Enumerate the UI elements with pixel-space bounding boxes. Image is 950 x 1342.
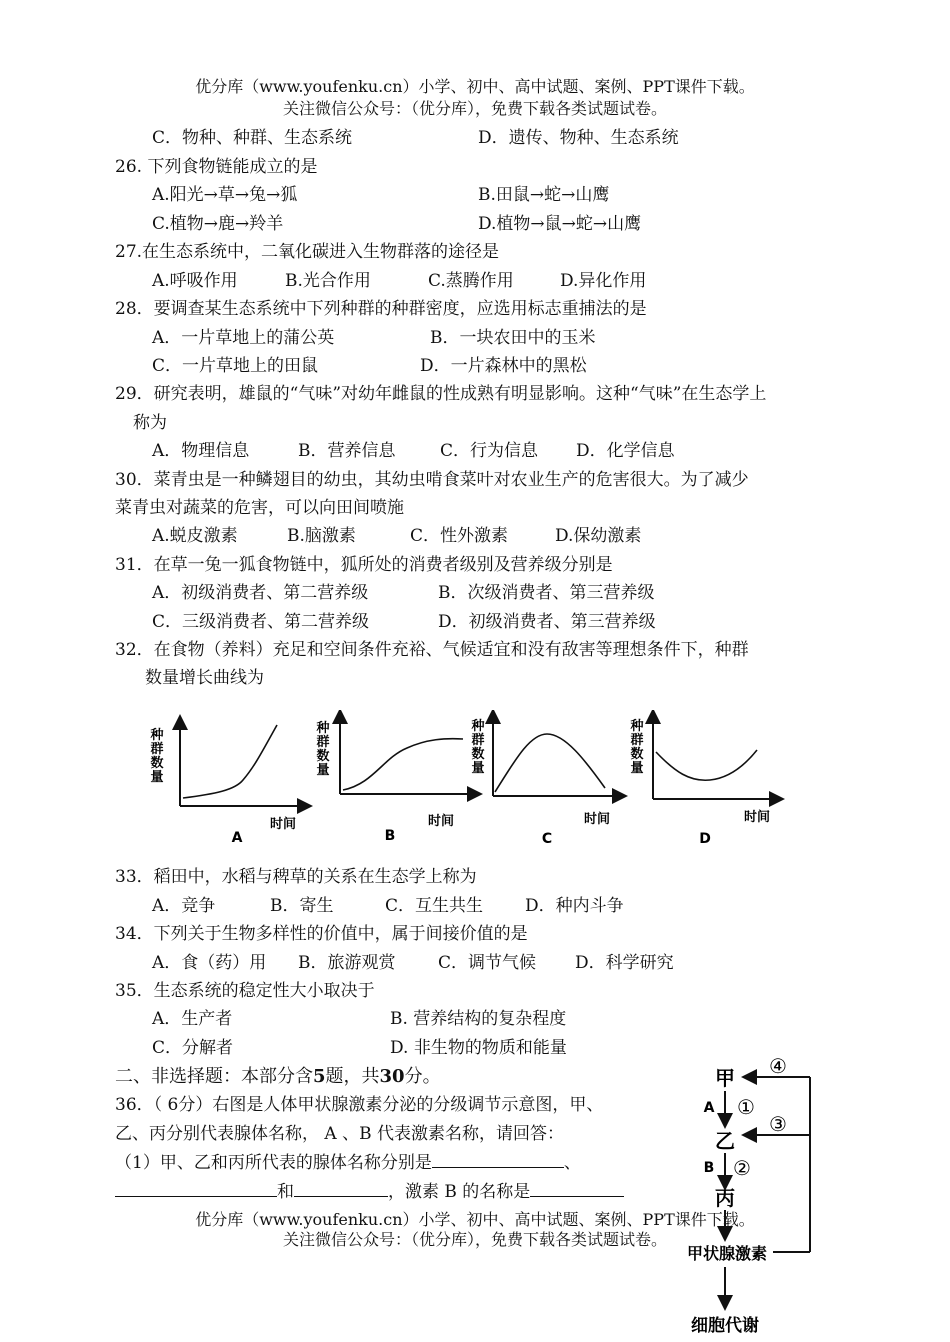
q26-option-b: B.田鼠→蛇→山鹰: [478, 185, 610, 205]
graph-d-y-label-4: 量: [630, 761, 644, 776]
q27-stem: 27.在生态系统中，二氧化碳进入生物群落的途径是: [115, 242, 500, 262]
q29-option-c: C．行为信息: [440, 441, 539, 461]
graph-b-letter: B: [384, 828, 396, 844]
q27-option-c: C.蒸腾作用: [428, 271, 514, 291]
q34-option-d: D．科学研究: [575, 953, 674, 973]
cell-metabolism-label: 细胞代谢: [691, 1316, 759, 1336]
q28-stem: 28．要调查某生态系统中下列种群的种群密度，应选用标志重捕法的是: [115, 299, 647, 319]
q33-option-a: A．竞争: [152, 896, 216, 916]
q29-option-a: A．物理信息: [152, 441, 250, 461]
section-2-heading: [115, 1066, 441, 1088]
q31-stem: 31．在草一兔一狐食物链中，狐所处的消费者级别及营养级分别是: [115, 555, 613, 575]
graph-c-y-label-4: 量: [471, 761, 485, 776]
graph-b-y-label-1: 种: [316, 721, 330, 736]
q32-graphs: [145, 710, 785, 855]
graph-b-x-label: 时间: [427, 814, 455, 829]
graph-b-y-label-4: 量: [316, 763, 330, 778]
graph-d-letter: D: [699, 831, 711, 847]
q35-option-c: C．分解者: [152, 1038, 234, 1058]
q36-stem-line2: 乙、丙分别代表腺体名称， A 、B 代表激素名称，请回答：: [115, 1124, 564, 1144]
graph-b-curve: [343, 739, 463, 790]
answer-blank-bing[interactable]: [294, 1180, 388, 1197]
q27-option-d: D.异化作用: [560, 271, 647, 291]
graph-c-y-label-2: 群: [471, 733, 485, 748]
q35-option-a: A．生产者: [152, 1009, 233, 1029]
q35-stem: 35．生态系统的稳定性大小取决于: [115, 981, 375, 1001]
q27-option-b: B.光合作用: [285, 271, 371, 291]
graph-d-y-label-2: 群: [630, 733, 644, 748]
q29-option-b: B．营养信息: [298, 441, 396, 461]
q35-option-d: D. 非生物的物质和能量: [390, 1038, 567, 1058]
graph-a-y-label-2: 群: [150, 742, 164, 757]
graph-a-y-label-3: 数: [150, 756, 164, 771]
q36-sub1-text-d: ，激素 B 的名称是: [388, 1182, 531, 1202]
footer-line-2: 关注微信公众号：（优分库），免费下载各类试题试卷。: [282, 1230, 667, 1249]
graph-d: [629, 716, 777, 847]
q27-option-a: A.呼吸作用: [152, 271, 238, 291]
q33-option-d: D．种内斗争: [525, 896, 624, 916]
q26-option-d: D.植物→鼠→蛇→山鹰: [478, 214, 642, 234]
q31-option-b: B．次级消费者、第三营养级: [438, 583, 655, 603]
step-3-marker: ③: [769, 1112, 787, 1136]
graph-c-x-label: 时间: [583, 812, 611, 827]
q32-stem-line1: 32．在食物（养料）充足和空间条件充裕、气候适宜和没有敌害等理想条件下，种群: [115, 640, 749, 660]
graph-d-curve: [656, 750, 757, 780]
q26-option-c: C.植物→鹿→羚羊: [152, 214, 284, 234]
thyroid-regulation-diagram: [665, 1055, 825, 1342]
gland-jia: 甲: [715, 1066, 735, 1090]
graph-c-letter: C: [541, 831, 553, 847]
q31-option-d: D．初级消费者、第三营养级: [438, 612, 656, 632]
q33-option-c: C．互生共生: [385, 896, 484, 916]
q36-sub1-line1: [115, 1151, 581, 1174]
graph-b-y-label-3: 数: [316, 749, 330, 764]
q36-sub1-text-b: 、: [563, 1153, 581, 1173]
graph-c-y-label-1: 种: [471, 719, 485, 734]
q30-option-d: D.保幼激素: [555, 526, 642, 546]
gland-yi: 乙: [715, 1129, 735, 1153]
step-4-marker: ④: [769, 1055, 787, 1078]
graph-c-y-label-3: 数: [471, 747, 485, 762]
graph-a: [149, 722, 305, 846]
q31-option-a: A．初级消费者、第二营养级: [152, 583, 369, 603]
q36-sub1-text-c: 和: [277, 1182, 294, 1202]
q30-option-c: C．性外激素: [410, 526, 509, 546]
graph-b: [315, 716, 475, 844]
q36-stem-line1: 36．（ 6分）右图是人体甲状腺激素分泌的分级调节示意图，甲、: [115, 1095, 604, 1115]
q34-option-c: C．调节气候: [438, 953, 537, 973]
q25-option-c: C．物种、种群、生态系统: [152, 128, 353, 148]
section-2-title-b: 题，共: [325, 1066, 380, 1087]
header-line-2: 关注微信公众号：（优分库），免费下载各类试题试卷。: [282, 99, 667, 118]
q28-option-c: C．一片草地上的田鼠: [152, 356, 319, 376]
graph-d-y-label-3: 数: [630, 747, 644, 762]
step-1-marker: ①: [737, 1095, 755, 1119]
q34-option-a: A．食（药）用: [152, 953, 267, 973]
q36-sub1-text-a: （1）甲、乙和丙所代表的腺体名称分别是: [115, 1153, 432, 1173]
q35-option-b: B. 营养结构的复杂程度: [390, 1009, 567, 1029]
q30-stem-line2: 菜青虫对蔬菜的危害，可以向田间喷施: [115, 498, 404, 518]
gland-bing: 丙: [715, 1186, 735, 1210]
header-line-1: 优分库（www.youfenku.cn）小学、初中、高中试题、案例、PPT课件下载。: [195, 77, 755, 96]
q26-stem: 26. 下列食物链能成立的是: [115, 157, 318, 177]
answer-blank-jia[interactable]: [432, 1151, 564, 1168]
section-2-question-count: 5: [313, 1066, 326, 1087]
section-2-total-score: 30: [379, 1066, 405, 1087]
answer-blank-yi[interactable]: [115, 1180, 277, 1197]
section-2-title-a: 二、非选择题：本部分含: [115, 1066, 313, 1087]
hormone-a-label: A: [703, 1100, 715, 1116]
q31-option-c: C．三级消费者、第二营养级: [152, 612, 370, 632]
q34-option-b: B．旅游观赏: [298, 953, 396, 973]
q29-stem-line2: 称为: [133, 413, 167, 433]
q32-stem-line2: 数量增长曲线为: [145, 668, 264, 688]
q36-sub1-line2: [115, 1180, 624, 1203]
thyroid-hormone-label: 甲状腺激素: [686, 1244, 768, 1263]
q29-stem-line1: 29．研究表明，雄鼠的“气味”对幼年雌鼠的性成熟有明显影响。这种“气味”在生态学上: [115, 384, 767, 404]
q33-option-b: B．寄生: [270, 896, 334, 916]
graph-d-y-label-1: 种: [630, 719, 644, 734]
q29-option-d: D．化学信息: [576, 441, 675, 461]
graph-c-curve: [495, 734, 605, 792]
q26-option-a: A.阳光→草→兔→狐: [152, 185, 298, 205]
q34-stem: 34．下列关于生物多样性的价值中，属于间接价值的是: [115, 924, 528, 944]
graph-a-y-label-4: 量: [150, 770, 164, 785]
graph-a-letter: A: [231, 830, 243, 846]
q30-option-a: A.蜕皮激素: [152, 526, 238, 546]
q30-option-b: B.脑激素: [287, 526, 356, 546]
q28-option-d: D．一片森林中的黑松: [420, 356, 587, 376]
hormone-b-label: B: [703, 1160, 715, 1176]
graph-a-curve: [183, 725, 277, 798]
step-2-marker: ②: [733, 1156, 751, 1180]
q28-option-a: A．一片草地上的蒲公英: [152, 328, 335, 348]
q30-stem-line1: 30．菜青虫是一种鳞翅目的幼虫，其幼虫啃食菜叶对农业生产的危害很大。为了减少: [115, 470, 749, 490]
graph-d-x-label: 时间: [743, 810, 771, 825]
section-2-title-c: 分。: [404, 1066, 441, 1087]
graph-c: [470, 716, 620, 847]
q28-option-b: B．一块农田中的玉米: [430, 328, 596, 348]
graph-a-x-label: 时间: [269, 817, 297, 832]
q25-option-d: D．遗传、物种、生态系统: [478, 128, 679, 148]
answer-blank-hormone-b[interactable]: [530, 1180, 624, 1197]
graph-b-y-label-2: 群: [316, 735, 330, 750]
footer-line-1: 优分库（www.youfenku.cn）小学、初中、高中试题、案例、PPT课件下载。: [195, 1210, 755, 1229]
graph-a-y-label-1: 种: [150, 728, 164, 743]
q33-stem: 33．稻田中，水稻与稗草的关系在生态学上称为: [115, 867, 477, 887]
